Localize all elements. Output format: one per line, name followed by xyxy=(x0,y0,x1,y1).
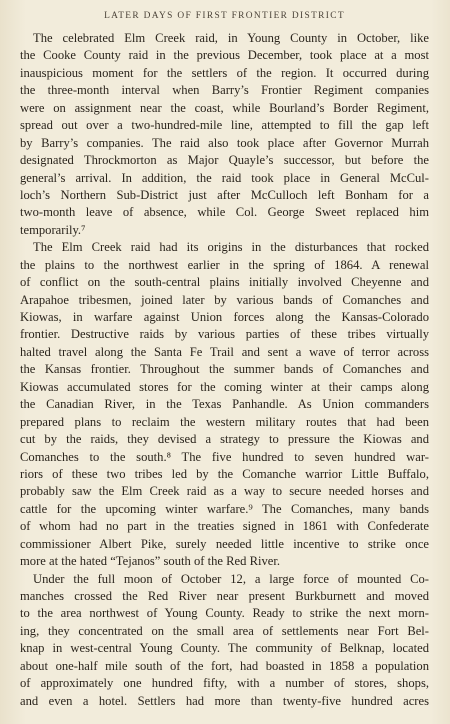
text-line: temporarily.⁷ xyxy=(20,222,86,237)
text-line: more at the hated “Tejanos” south of the Red River. xyxy=(20,554,281,569)
paragraph-2 xyxy=(20,239,429,570)
text-line: commissioner Albert Pike, surely needed little incentive to strike once xyxy=(20,536,429,551)
text-line: designated Throckmorton as Major Quayle’s successor, but before the xyxy=(20,153,429,168)
text-line: Kiowas, in warfare against Union forces along the Kansas-Colorado xyxy=(20,310,429,324)
text-line: prepared plans to reclaim the western military routes that had been xyxy=(20,414,429,429)
text-line: inauspicious moment for the settlers of the region. It occurred during xyxy=(20,65,429,80)
text-line: Comanches to the south.⁸ The five hundred to seven hundred war- xyxy=(20,449,429,464)
text-line: general’s arrival. In addition, the raid took place in General McCul- xyxy=(20,170,429,185)
paragraph-1 xyxy=(20,30,429,239)
text-line: The celebrated Elm Creek raid, in Young County in October, like xyxy=(33,31,429,45)
text-line: Under the full moon of October 12, a large force of mounted Co- xyxy=(33,571,429,586)
text-line: cattle for the upcoming winter warfare.⁹ The Comanches, many bands xyxy=(20,501,429,516)
text-line: to the area northwest of Young County. Ready to strike the next morn- xyxy=(20,606,429,621)
running-head: LATER DAYS OF FIRST FRONTIER DISTRICT xyxy=(104,11,345,21)
body-text xyxy=(20,30,429,710)
text-line: and even a hotel. Settlers had more than twenty-five hundred acres xyxy=(20,693,429,708)
text-line: Kiowas accumulated stores for the coming winter at their camps along xyxy=(20,379,429,394)
text-line: the plains to the northwest earlier in the spring of 1864. A renewal xyxy=(20,257,429,272)
text-line: were on assignment near the coast, while Bourland’s Border Regiment, xyxy=(20,100,429,115)
text-line: Arapahoe tribesmen, joined later by various bands of Comanches and xyxy=(20,292,429,307)
text-line: spread out over a two-hundred-mile line, attempted to fill the gap left xyxy=(20,118,429,133)
text-line: probably saw the Elm Creek raid as a way to secure needed horses and xyxy=(20,484,429,499)
text-line: of whom had no part in the treaties signed in 1861 with Confederate xyxy=(20,519,429,534)
text-line: halted travel along the Santa Fe Trail and sent a wave of terror across xyxy=(20,344,429,359)
text-line: the Kansas frontier. Throughout the summer bands of Comanches and xyxy=(20,362,429,377)
text-line: The Elm Creek raid had its origins in the disturbances that rocked xyxy=(33,240,429,255)
text-line: frontier. Destructive raids by various parties of these tribes virtually xyxy=(20,327,429,342)
text-line: of conflict on the south-central plains initially involved Cheyenne and xyxy=(20,275,429,290)
text-line: loch’s Northern Sub-District just after McCulloch left Bonham for a xyxy=(20,187,429,202)
text-line: manches crossed the Red River near present Burkburnett and moved xyxy=(20,589,429,603)
text-line: the Canadian River, in the Texas Panhandle. As Union commanders xyxy=(20,397,429,412)
text-line: the Cooke County raid in the previous December, took place at a most xyxy=(20,48,429,63)
text-line: cut by the raids, they devised a strategy to pressure the Kiowas and xyxy=(20,432,429,447)
text-line: about one-half mile south of the fort, had boasted in 1858 a population xyxy=(20,658,429,673)
text-line: ing, they concentrated on the small area of settlements near Fort Bel- xyxy=(20,623,429,638)
paragraph-3 xyxy=(20,571,429,711)
text-line: the three-month interval when Barry’s Frontier Regiment companies xyxy=(20,83,429,98)
text-line: knap in west-central Young County. The community of Belknap, located xyxy=(20,641,429,656)
text-line: two-month leave of absence, while Col. George Sweet replaced him xyxy=(20,205,429,220)
text-line: by Barry’s companies. The raid also took place after Governor Murrah xyxy=(20,135,429,150)
text-line: of approximately one hundred fifty, with a number of stores, shops, xyxy=(20,676,429,691)
text-line: riors of these two tribes led by the Comanche warrior Little Buffalo, xyxy=(20,466,429,481)
